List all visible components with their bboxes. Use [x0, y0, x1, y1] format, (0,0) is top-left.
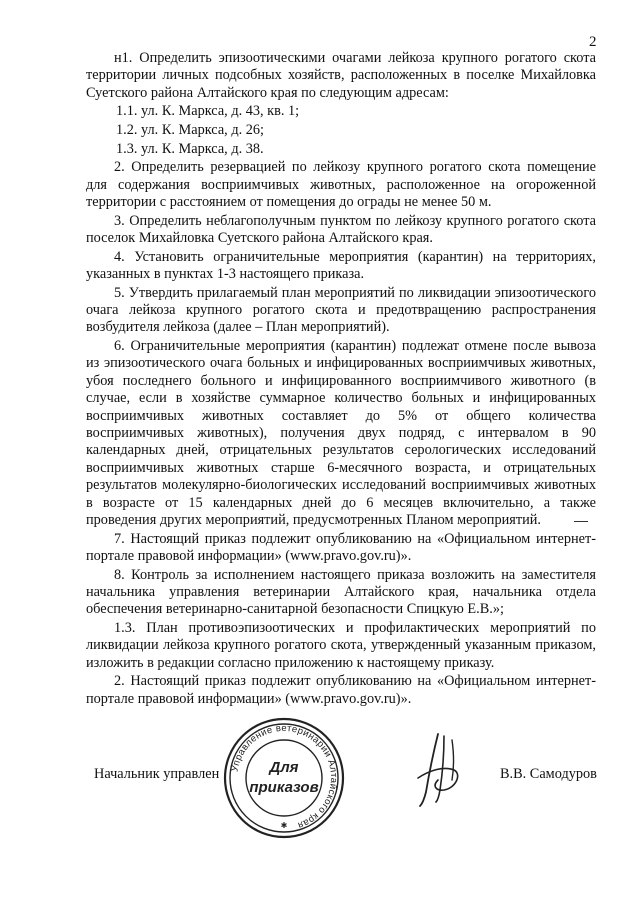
stamp-ring-text: Управление ветеринарии Алтайского края	[229, 722, 340, 831]
paragraph-amend-1-3: 1.3. План противоэпизоотических и профилактических мероприятий по ликвидации лейкоза крупного рогатого скота, утвержденный указанным приказом, изложить в редакции согласно приложению к настоящему приказу.	[86, 620, 596, 671]
document-body	[86, 50, 596, 709]
paragraph-4: 4. Установить ограничительные мероприятия (карантин) на территориях, указанных в пунктах 1-3 настоящего приказа.	[86, 248, 596, 282]
paragraph-1-3: 1.3. ул. К. Маркса, д. 38.	[116, 140, 264, 157]
paragraph-6: 6. Ограничительные мероприятия (карантин) подлежат отмене после вывоза из эпизоотического очага больных и инфицированных восприимчивых животных, убоя последнего больного и инфицированного восприимчивого животного (в случае, если в хозяйстве суммарное количество больных и инфицированных восприимчивых животных составляет до 5% от общего количества восприимчивых животных), получения двух подряд, с интервалом в 90 календарных дней, отрицательных результатов серологических исследований восприимчивых животных старше 6-месячного возраста, и отрицательных результатов молекулярно-биологических исследований восприимчивых животных в возрасте от 15 календарных дней до 6 месяцев включительно, а также проведения других мероприятий, предусмотренных Планом мероприятий.	[86, 338, 596, 529]
paragraph-8: 8. Контроль за исполнением настоящего приказа возложить на заместителя начальника управления ветеринарии Алтайского края, начальника отдела обеспечения ветеринарно-санитарной безопасности Спицкую Е.В.»;	[86, 566, 596, 618]
signatory-name: В.В. Самодуров	[500, 766, 597, 782]
paragraph-1: н1. Определить эпизоотическими очагами лейкоза крупного рогатого скота территории личных подсобных хозяйств, расположенных в поселке Михайловка Суетского района Алтайского края по следующим адресам:	[86, 50, 596, 101]
stamp-center-line2: приказов	[249, 779, 319, 796]
official-stamp	[222, 716, 346, 840]
paragraph-order-2: 2. Настоящий приказ подлежит опубликованию на «Официальном интернет-портале правовой информации» (www.pravo.gov.ru)».	[86, 673, 596, 707]
handwritten-signature	[410, 730, 480, 810]
svg-text:✱: ✱	[280, 821, 288, 830]
paragraph-5: 5. Утвердить прилагаемый план мероприятий по ликвидации эпизоотического очага лейкоза крупного рогатого скота и предотвращению распространения возбудителя лейкоза (далее – План мероприятий).	[86, 284, 596, 336]
paragraph-1-2: 1.2. ул. К. Маркса, д. 26;	[116, 122, 265, 138]
page-number: 2	[589, 34, 597, 50]
stray-mark	[574, 521, 588, 522]
paragraph-3: 3. Определить неблагополучным пунктом по лейкозу крупного рогатого скота поселок Михайловка Суетского района Алтайского края.	[86, 212, 596, 246]
signatory-title: Начальник управлен	[94, 766, 220, 782]
paragraph-7: 7. Настоящий приказ подлежит опубликованию на «Официальном интернет-портале правовой информации» (www.pravo.gov.ru)».	[86, 530, 596, 565]
stamp-center-line1: Для	[269, 759, 299, 776]
paragraph-1-1: 1.1. ул. К. Маркса, д. 43, кв. 1;	[116, 103, 300, 120]
paragraph-2: 2. Определить резервацией по лейкозу крупного рогатого скота помещение для содержания восприимчивых животных, расположенное на огороженной территории с расстоянием от помещения до ограды не менее 50 м.	[86, 159, 596, 210]
